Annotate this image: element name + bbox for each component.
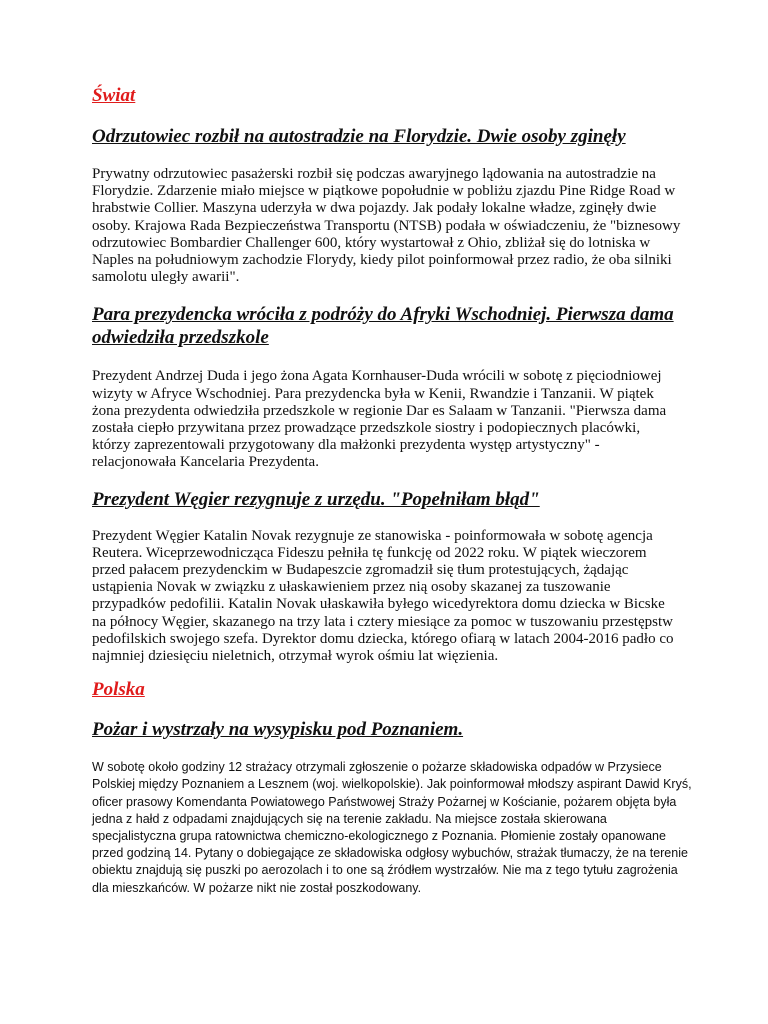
article-body-hungary-president-resigns: Prezydent Węgier Katalin Novak rezygnuje ze stanowiska - poinformowała w sobotę agencja Reutera. Wiceprzewodnicząca Fideszu pełniła tę funkcję od 2022 roku. W piątek wieczorem przed pałacem prezydenckim w Budapeszcie zgromadził się tłum protestujących, żądając ustąpienia Novak w związku z ułaskawieniem przez nią osoby skazanej za tuszowanie przypadków pedofilii. Katalin Novak ułaskawiła byłego wicedyrektora domu dziecka w Bicske na północy Węgier, skazanego na trzy lata i cztery miesiące za pomoc w tuszowaniu przestępstw pedofilskich swojego szefa. Dyrektor domu dziecka, którego ofiarą w latach 2004-2016 padło co najmniej dziesięciu nieletnich, otrzymał wyrok ośmiu lat więzienia. (92, 527, 674, 665)
article-title-florida-jet-crash: Odrzutowiec rozbił na autostradzie na Florydzie. Dwie osoby zginęły (92, 126, 626, 147)
document-page (92, 84, 692, 897)
article-body-landfill-fire: W sobotę około godziny 12 strażacy otrzymali zgłoszenie o pożarze składowiska odpadów w Przysiece Polskiej między Poznaniem a Lesznem (woj. wielkopolskie). Jak poinformował młodszy aspirant Dawid Kryś, oficer prasowy Komendanta Powiatowego Państwowej Straży Pożarnej w Kościanie, pożarem objęta była jedna z hałd z odpadami znajdujących się na terenie zakładu. Na miejsce została skierowana specjalistyczna grupa ratownictwa chemiczno-ekologicznego z Poznania. Płomienie zostały opanowane przed godziną 14. Pytany o dobiegające ze składowiska odgłosy wybuchów, strażak tłumaczy, że na terenie obiektu znajdują się puszki po aerozolach i to one są źródłem wystrzałów. Nie ma z tego tytułu zagrożenia dla mieszkańców. W pożarze nikt nie został poszkodowany. (92, 760, 692, 895)
section-heading-poland: Polska (92, 679, 145, 701)
article-body-florida-jet-crash: Prywatny odrzutowiec pasażerski rozbił się podczas awaryjnego lądowania na autostradzie na Florydzie. Zdarzenie miało miejsce w piątkowe popołudnie w pobliżu zjazdu Pine Ridge Road w hrabstwie Collier. Maszyna uderzyła w dwa pojazdy. Jak podały lokalne władze, zginęły dwie osoby. Krajowa Rada Bezpieczeństwa Transportu (NTSB) podała w oświadczeniu, że "biznesowy odrzutowiec Bombardier Challenger 600, który wystartował z Ohio, zbliżał się do lotniska w Naples na południowym zachodzie Florydy, kiedy pilot poinformował przez radio, że oba silniki samolotu uległy awarii". (92, 166, 681, 286)
article-title-landfill-fire: Pożar i wystrzały na wysypisku pod Poznaniem. (92, 719, 464, 741)
article-body-presidential-couple-return: Prezydent Andrzej Duda i jego żona Agata Kornhauser-Duda wrócili w sobotę z pięciodniowej wizyty w Afryce Wschodniej. Para prezydencka była w Kenii, Rwandzie i Tanzanii. W piątek żona prezydenta odwiedziła przedszkole w regionie Dar es Salaam w Tanzanii. "Pierwsza dama została ciepło przywitana przez prowadzące przedszkole siostry i podopiecznych placówki, którzy zaprezentowali przygotowany dla małżonki prezydenta występ artystyczny" - relacjonowała Kancelaria Prezydenta. (92, 368, 667, 471)
article-title-hungary-president-resigns: Prezydent Węgier rezygnuje z urzędu. "Popełniłam błąd" (92, 488, 540, 510)
article-title-presidential-couple-return: Para prezydencka wróciła z podróży do Afryki Wschodniej. Pierwsza dama odwiedziła przedszkole (92, 304, 674, 349)
section-heading-world: Świat (92, 85, 136, 106)
